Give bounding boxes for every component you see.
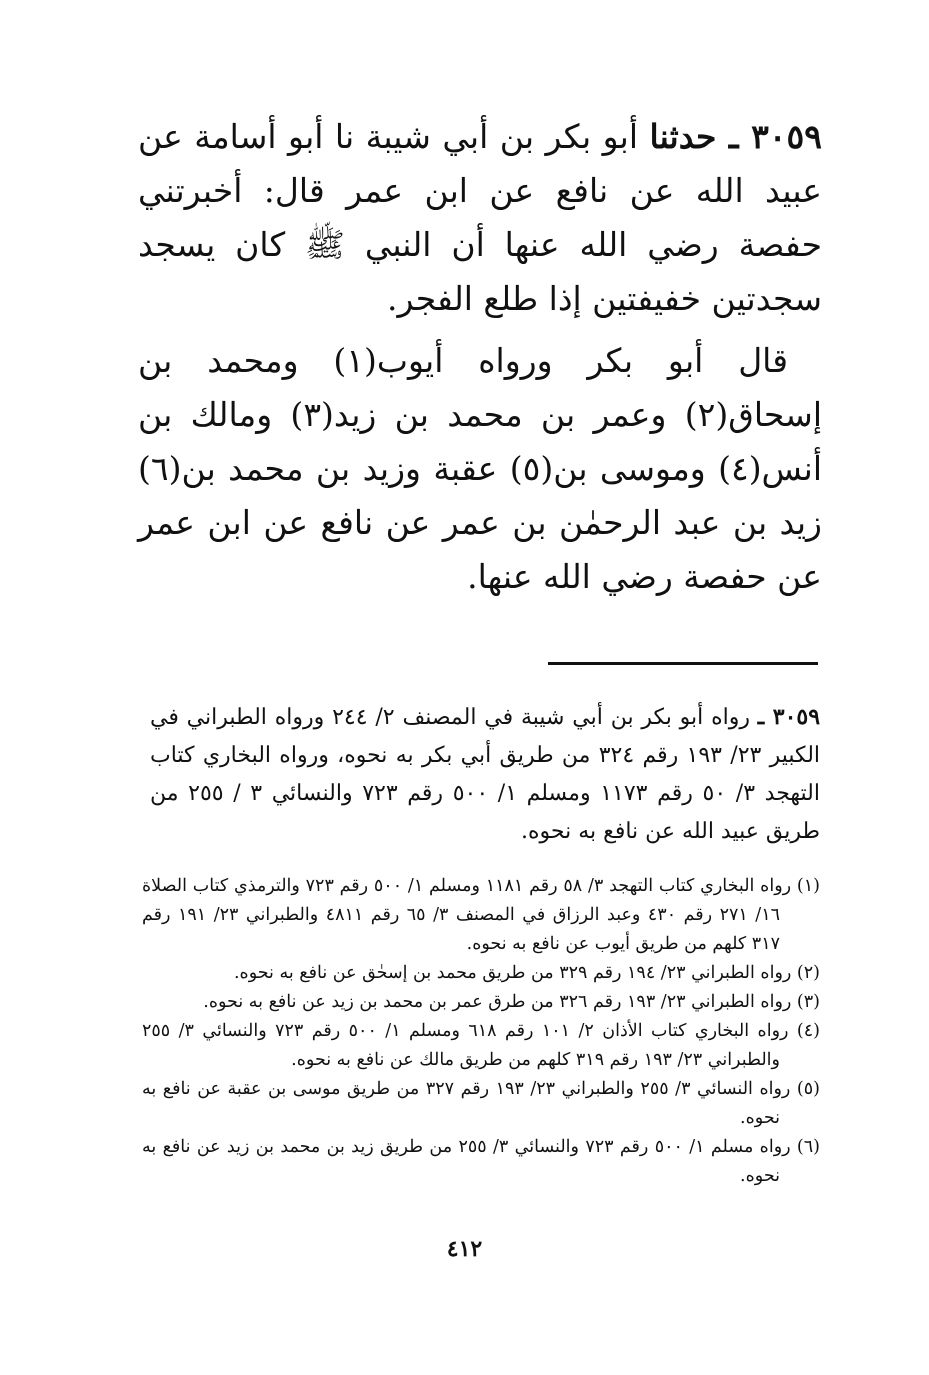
- hadith-paragraph-1: [138, 110, 822, 326]
- hadith-paragraph-1-text: أبو بكر بن أبي شيبة نا أبو أسامة عن عبيد الله عن نافع عن ابن عمر قال: أخبرتني حفصة رضي الله عنها أن النبي ﷺ كان يسجد سجدتين خفيفتين إذا طلع الفجر.: [138, 117, 822, 318]
- footnote-5: (٥) رواه النسائي ٣/ ٢٥٥ والطبراني ٢٣/ ١٩٣ رقم ٣٢٧ من طريق موسى بن عقبة عن نافع به نحوه.: [142, 1079, 820, 1128]
- hadith-number: ٣٠٥٩: [751, 117, 822, 156]
- footnote-1: (١) رواه البخاري كتاب التهجد ٣/ ٥٨ رقم ١١٨١ ومسلم ١/ ٥٠٠ رقم ٧٢٣ والترمذي كتاب الصلاة ١٦/ ٢٧١ رقم ٤٣٠ وعبد الرزاق في المصنف ٣/ ٦٥ رقم ٤٨١١ والطبراني ٢٣/ ١٩١ رقم ٣١٧ كلهم من طريق أيوب عن نافع به نحوه.: [142, 876, 820, 954]
- takhrij-text: رواه أبو بكر بن أبي شيبة في المصنف ٢/ ٢٤٤ ورواه الطبراني في الكبير ٢٣/ ١٩٣ رقم ٣٢٤ من طريق أبي بكر به نحوه، ورواه البخاري كتاب التهجد ٣/ ٥٠ رقم ١١٧٣ ومسلم ١/ ٥٠٠ رقم ٧٢٣ والنسائي ٣ / ٢٥٥ من طريق عبيد الله عن نافع به نحوه.: [150, 705, 821, 844]
- hadith-paragraph-2: قال أبو بكر ورواه أيوب(١) ومحمد بن إسحاق(٢) وعمر بن محمد بن زيد(٣) ومالك بن أنس(٤) وموسى بن(٥) عقبة وزيد بن محمد بن(٦) زيد بن عبد الرحمٰن بن عمر عن نافع عن ابن عمر عن حفصة رضي الله عنها.: [138, 341, 822, 596]
- takhrij-label: ٣٠٥٩ ـ: [757, 704, 821, 730]
- footnotes-list: [142, 872, 820, 1191]
- hadith-main-text: [138, 110, 822, 604]
- footnote-3: (٣) رواه الطبراني ٢٣/ ١٩٣ رقم ٣٢٦ من طرق عمر بن محمد بن زيد عن نافع به نحوه.: [203, 992, 820, 1012]
- footnote-4: (٤) رواه البخاري كتاب الأذان ٢/ ١٠١ رقم ٦١٨ ومسلم ١/ ٥٠٠ رقم ٧٢٣ والنسائي ٣/ ٢٥٥ والطبراني ٢٣/ ١٩٣ رقم ٣١٩ كلهم من طريق مالك عن نافع به نحوه.: [142, 1021, 820, 1070]
- takhrij-note: [150, 698, 820, 851]
- footnote-2: (٢) رواه الطبراني ٢٣/ ١٩٤ رقم ٣٢٩ من طريق محمد بن إسحٰق عن نافع به نحوه.: [233, 963, 820, 983]
- hadith-lead-word: حدثنا: [649, 117, 717, 156]
- hadith-separator: ـ: [716, 117, 752, 156]
- footnote-6: (٦) رواه مسلم ١/ ٥٠٠ رقم ٧٢٣ والنسائي ٣/ ٢٥٥ من طريق زيد بن محمد بن زيد عن نافع به نحوه.: [142, 1137, 820, 1186]
- footnote-separator-rule: [548, 662, 818, 665]
- page-number: ٤١٢: [446, 1236, 483, 1262]
